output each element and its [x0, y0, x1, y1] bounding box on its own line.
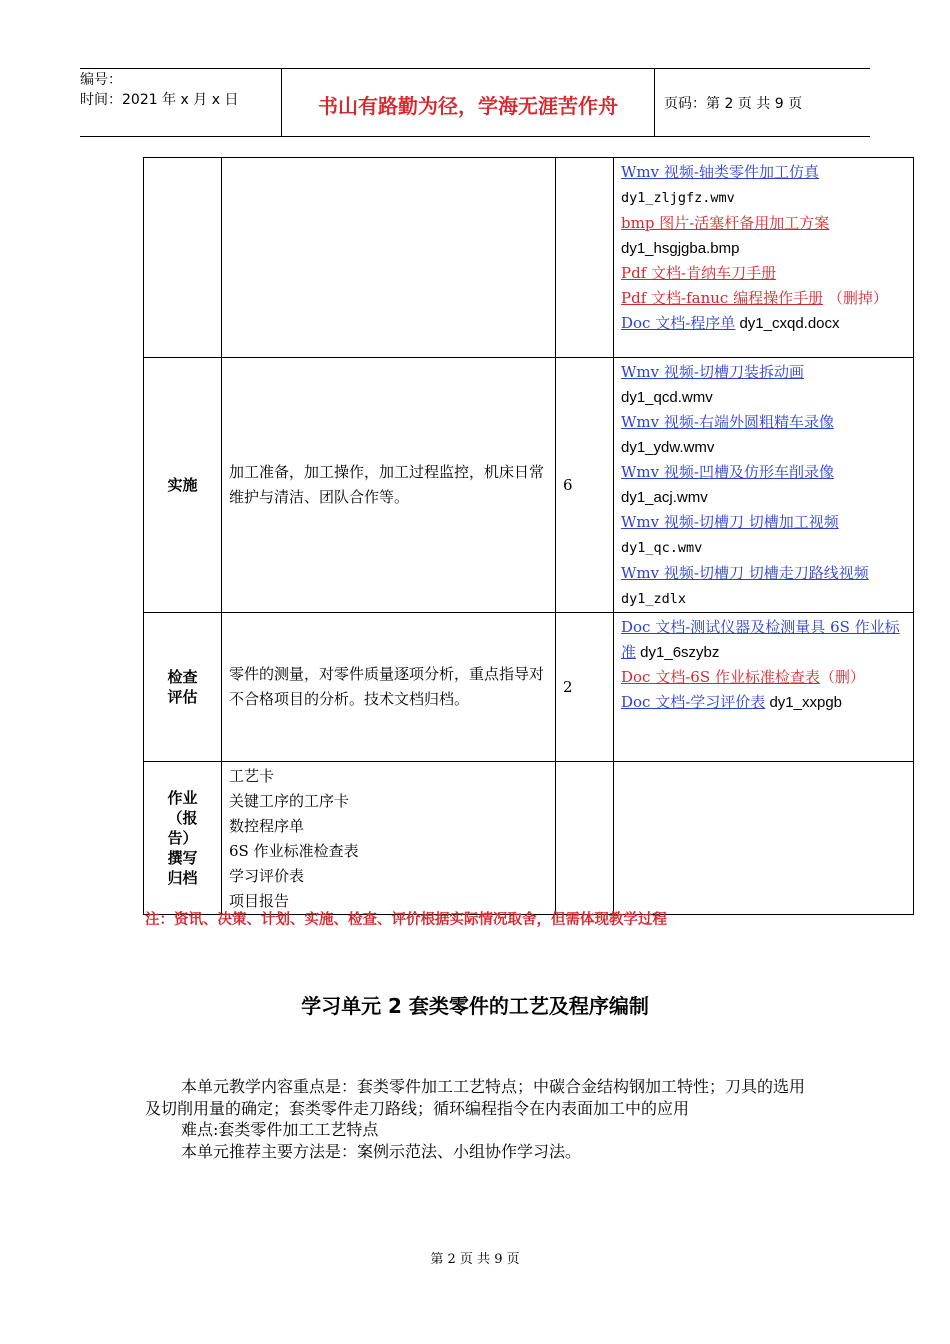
deliverables-list	[229, 764, 548, 914]
resource-suffix: dy1_cxqd.docx	[735, 315, 840, 332]
resource-item	[621, 460, 906, 485]
resource-filename: dy1_zljgfz.wmv	[621, 190, 735, 206]
resource-filename: dy1_qc.wmv	[621, 540, 703, 556]
resource-filename: dy1_hsgjgba.bmp	[621, 240, 740, 257]
deliverable-item: 6S 作业标准检查表	[229, 842, 359, 860]
unit-description	[145, 1076, 810, 1162]
document-date: 时间：2021 年 x 月 x 日	[80, 92, 239, 108]
teaching-difficulty: 难点:套类零件加工工艺特点	[181, 1120, 379, 1139]
deliverable-item: 学习评价表	[229, 867, 305, 885]
table-row	[144, 762, 914, 915]
resource-item	[621, 615, 906, 665]
content-cell: 加工准备，加工操作，加工过程监控，机床日常维护与清洁、团队合作等。	[222, 358, 556, 613]
resource-filename: dy1_ydw.wmv	[621, 439, 715, 456]
resource-link[interactable]: Doc 文档-程序单	[621, 314, 736, 332]
resource-item	[621, 236, 906, 261]
hours-cell: 6	[556, 358, 614, 613]
deliverable-item: 数控程序单	[229, 817, 305, 835]
resource-item	[621, 510, 906, 535]
resource-suffix: dy1_xxpgb	[765, 694, 843, 711]
resource-link[interactable]: Doc 文档-学习评价表	[621, 693, 766, 711]
resource-link[interactable]: bmp 图片-活塞杆备用加工方案	[621, 214, 830, 232]
resource-link[interactable]: Pdf 文档-肯纳车刀手册	[621, 264, 777, 282]
stage-label: 作业（报告）撰写归档	[167, 789, 198, 887]
resource-item	[621, 410, 906, 435]
resource-item	[621, 286, 906, 311]
resource-link[interactable]: Pdf 文档-fanuc 编程操作手册	[621, 289, 824, 307]
teaching-focus: 本单元教学内容重点是：套类零件加工工艺特点；中碳合金结构钢加工特性；刀具的选用及切削用量的确定；套类零件走刀路线；循环编程指令在内表面加工中的应用	[145, 1077, 806, 1118]
header-motto: 书山有路勤为径，学海无涯苦作舟	[318, 94, 618, 118]
table-row	[144, 613, 914, 762]
resource-link[interactable]: Wmv 视频-切槽刀装拆动画	[621, 363, 804, 381]
stage-cell: 实施	[144, 358, 222, 613]
header-meta	[80, 70, 280, 110]
stage-label: 检查评估	[167, 668, 198, 706]
resource-filename: dy1_qcd.wmv	[621, 389, 713, 406]
stage-cell	[144, 762, 222, 915]
document-number-label: 编号：	[80, 72, 122, 88]
resource-link[interactable]: Wmv 视频-轴类零件加工仿真	[621, 163, 819, 181]
resource-suffix: （删掉）	[823, 289, 888, 307]
header-page-info: 页码：第 2 页 共 9 页	[664, 96, 803, 112]
unit-title: 学习单元 2 套类零件的工艺及程序编制	[301, 994, 649, 1018]
resource-link[interactable]: Doc 文档-6S 作业标准检查表	[621, 668, 820, 686]
resource-item	[621, 160, 906, 185]
resource-item	[621, 435, 906, 460]
teaching-methods: 本单元推荐主要方法是：案例示范法、小组协作学习法。	[181, 1141, 582, 1161]
resource-link[interactable]: Wmv 视频-右端外圆粗精车录像	[621, 413, 834, 431]
resource-item	[621, 586, 906, 612]
stage-cell	[144, 613, 222, 762]
resource-item	[621, 261, 906, 286]
resource-item	[621, 185, 906, 211]
resource-item	[621, 535, 906, 561]
resource-item	[621, 385, 906, 410]
deliverable-item: 项目报告	[229, 892, 290, 910]
resources-cell	[614, 762, 914, 915]
hours-cell: 2	[556, 613, 614, 762]
resource-item	[621, 211, 906, 236]
content-cell: 零件的测量，对零件质量逐项分析，重点指导对不合格项目的分析。技术文档归档。	[222, 613, 556, 762]
resource-suffix: dy1_6szybz	[636, 644, 720, 661]
resources-cell	[614, 158, 914, 358]
table-row	[144, 158, 914, 358]
hours-cell	[556, 158, 614, 358]
resource-item	[621, 485, 906, 510]
hours-cell	[556, 762, 614, 915]
resource-suffix: （删）	[819, 668, 865, 686]
resource-filename: dy1_zdlx	[621, 591, 687, 607]
stage-cell	[144, 158, 222, 358]
resource-item	[621, 360, 906, 385]
table-note: 注：资讯、决策、计划、实施、检查、评价根据实际情况取舍，但需体现教学过程	[145, 912, 667, 928]
table-row	[144, 358, 914, 613]
resource-item	[621, 561, 906, 586]
resource-link[interactable]: Wmv 视频-切槽刀 切槽走刀路线视频	[621, 564, 869, 582]
resource-filename: dy1_acj.wmv	[621, 489, 708, 506]
resource-link[interactable]: Doc 文档-测试仪器及检测量具 6S 作业标准	[621, 618, 900, 661]
resources-cell	[614, 358, 914, 613]
resource-item	[621, 665, 906, 690]
resource-link[interactable]: Wmv 视频-切槽刀 切槽加工视频	[621, 513, 839, 531]
resource-item	[621, 690, 906, 715]
deliverable-item: 关键工序的工序卡	[229, 792, 350, 810]
deliverable-item: 工艺卡	[229, 767, 275, 785]
resources-cell	[614, 613, 914, 762]
content-cell	[222, 762, 556, 915]
teaching-plan-table	[143, 157, 914, 915]
resource-item	[621, 311, 906, 336]
content-cell	[222, 158, 556, 358]
resource-link[interactable]: Wmv 视频-凹槽及仿形车削录像	[621, 463, 834, 481]
page-footer: 第 2 页 共 9 页	[430, 1252, 520, 1267]
header-divider	[654, 68, 655, 136]
